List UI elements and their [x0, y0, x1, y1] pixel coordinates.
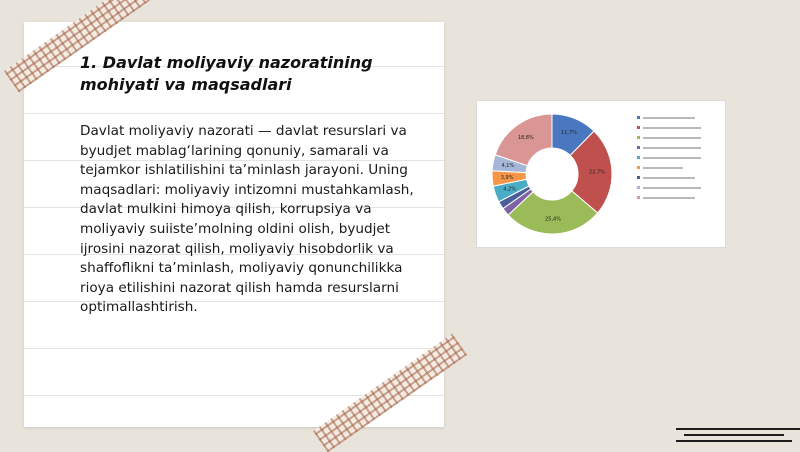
legend-swatch: [637, 196, 640, 199]
legend-item: [637, 155, 721, 165]
legend-label-placeholder: [643, 127, 701, 129]
donut-chart-card: [476, 100, 726, 248]
legend-swatch: [637, 156, 640, 159]
legend-swatch: [637, 186, 640, 189]
legend-item: [637, 125, 721, 135]
legend-swatch: [637, 116, 640, 119]
legend-swatch: [637, 146, 640, 149]
legend-label-placeholder: [643, 137, 701, 139]
legend-item: [637, 115, 721, 125]
legend-label-placeholder: [643, 197, 695, 199]
legend-item: [637, 165, 721, 175]
legend-label-placeholder: [643, 147, 701, 149]
legend-swatch: [637, 136, 640, 139]
slice-label: 11,7%: [561, 129, 577, 136]
chart-legend: [637, 115, 721, 205]
slice-label: 18,8%: [517, 134, 534, 141]
legend-item: [637, 195, 721, 205]
slice-label: 25,4%: [545, 216, 561, 223]
legend-label-placeholder: [643, 177, 695, 179]
slice-label: 4,1%: [501, 162, 515, 169]
slide-body-text: Davlat moliyaviy nazorati — davlat resurslari va byudjet mablag‘larining qonuniy, samarali va tejamkor ishlatilishini ta’minlash jarayoni. Uning maqsadlari: moliyaviy intizomni mustahkamlash, davlat mulkini himoya qilish, korrupsiya va moliyaviy suiiste’molning oldini olish, byudjet ijrosini nazorat qilish, moliyaviy hisobdorlik va shaffoflikni ta’minlash, moliyaviy qonunchilikka rioya etilishini nazorat qilish hamda resurslarni optimallashtirish.: [80, 123, 414, 316]
decorative-lines: [676, 424, 800, 444]
legend-label-placeholder: [643, 187, 701, 189]
legend-label-placeholder: [643, 167, 683, 169]
legend-swatch: [637, 176, 640, 179]
legend-item: [637, 185, 721, 195]
legend-swatch: [637, 166, 640, 169]
slice-label: 3,9%: [500, 174, 514, 181]
legend-item: [637, 145, 721, 155]
legend-swatch: [637, 126, 640, 129]
legend-label-placeholder: [643, 117, 695, 119]
slice-label: 4,2%: [503, 186, 516, 193]
legend-label-placeholder: [643, 157, 701, 159]
slide-title: 1. Davlat moliyaviy nazoratining mohiyati va maqsadlari: [80, 53, 373, 94]
legend-item: [637, 175, 721, 185]
legend-item: [637, 135, 721, 145]
slice-label: 22,7%: [589, 169, 605, 176]
